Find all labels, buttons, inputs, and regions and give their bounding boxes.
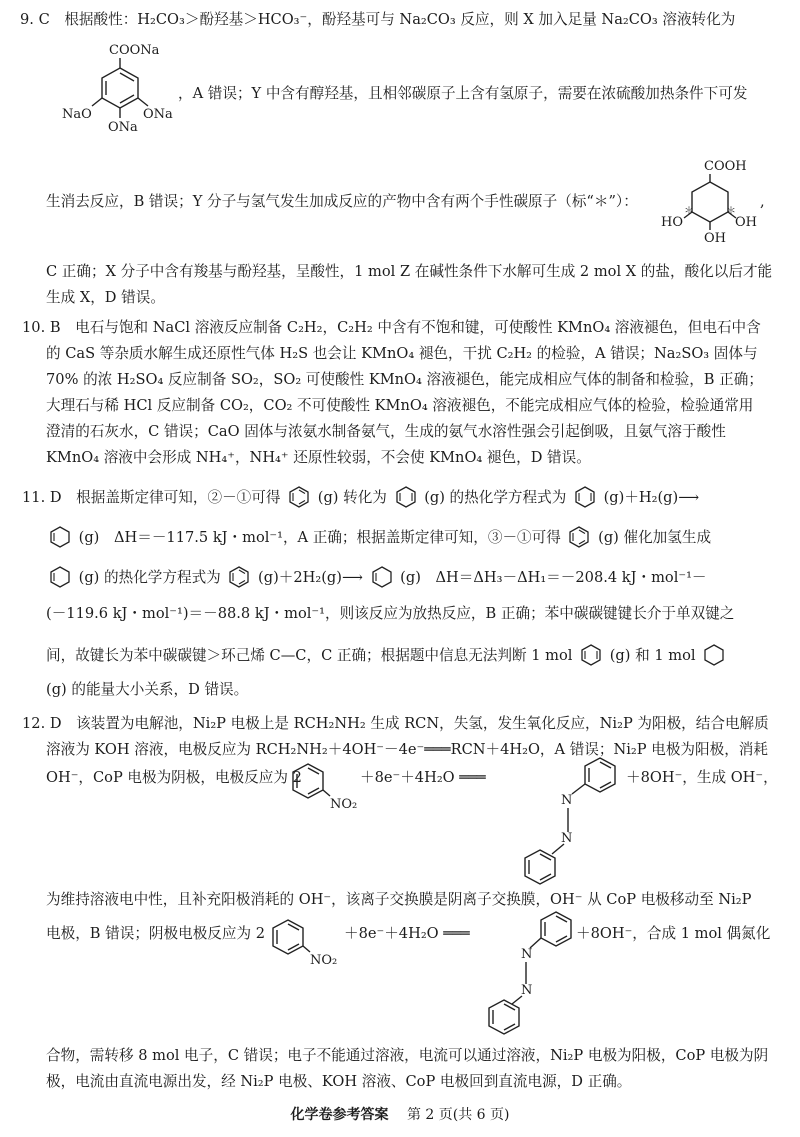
q12-line-6: 合物，需转移 8 mol 电子，C 错误；电子不能通过溶液，电流可以通过溶液，Ni₂P 电极为阳极，CoP 电极为阴 <box>46 1047 769 1064</box>
mol-b-top: COOH <box>704 159 747 174</box>
cyclohexadiene-icon <box>580 644 602 666</box>
mol-b-left: HO <box>661 215 683 230</box>
q11-l1a: 11. D 根据盖斯定律可知，②－①可得 <box>22 489 281 506</box>
cyclohexene-icon <box>49 566 71 588</box>
q10-line-2: 的 CaS 等杂质水解生成还原性气体 H₂S 也会让 KMnO₄ 褪色，干扰 C₂H₂ 的检验，A 错误；Na₂SO₃ 固体与 <box>46 345 758 362</box>
q9-line-3: 生消去反应，B 错误；Y 分子与氢气发生加成反应的产物中含有两个手性碳原子（标“＊”）： <box>46 193 638 210</box>
mol-b-bottom: OH <box>704 231 726 246</box>
q11-l5b: (g) 和 1 mol <box>609 647 696 664</box>
benzene-icon <box>288 486 310 508</box>
q10-line-4: 大理石与稀 HCl 反应制备 CO₂，CO₂ 不可使酸性 KMnO₄ 溶液褪色，不能完成相应气体的检验，检验通常用 <box>46 397 754 414</box>
q11-l1d: (g)＋H₂(g)⟶ <box>603 489 700 506</box>
q12-line-2: 溶液为 KOH 溶液，电极反应为 RCH₂NH₂＋4OH⁻－4e⁻═══RCN＋4H₂O，A 错误；Ni₂P 电极为阳极，消耗 <box>46 741 768 758</box>
q11-l5a: 间，故键长为苯中碳碳键＞环己烯 C—C，C 正确；根据题中信息无法判断 1 mol <box>46 647 573 664</box>
q10-line-5: 澄清的石灰水，C 错误；CaO 固体与浓氨水制备氨气，生成的氨气水溶性强会引起倒吸，且氨气溶于酸性 <box>46 423 726 440</box>
footer-title: 化学卷参考答案 <box>290 1107 389 1123</box>
q12-line-4: 为维持溶液电中性，且补充阳极消耗的 OH⁻，该离子交换膜是阴离子交换膜，OH⁻ 从 CoP 电极移动至 Ni₂P <box>46 891 752 908</box>
footer-page: 第 2 页(共 6 页) <box>406 1107 510 1123</box>
no2-label: NO₂ <box>310 953 338 968</box>
q11-l2a: (g) ΔH＝－117.5 kJ・mol⁻¹，A 正确；根据盖斯定律可知，③－①可得 <box>78 529 561 546</box>
nitrobenzene-structure <box>288 762 348 822</box>
q10-line-1: 10. B 电石与饱和 NaCl 溶液反应制备 C₂H₂，C₂H₂ 中含有不饱和键，可使酸性 KMnO₄ 溶液褪色，但电石中含 <box>22 319 761 336</box>
azo-n-bottom: N <box>521 983 533 998</box>
no2-label: NO₂ <box>330 797 358 812</box>
q12-l3c: ＋8OH⁻，生成 OH⁻， <box>626 769 778 786</box>
benzene-icon <box>568 526 590 548</box>
q11-line-4: (－119.6 kJ・mol⁻¹)＝－88.8 kJ・mol⁻¹，则该反应为放热反应，B 正确；苯中碳碳键键长介于单双键之 <box>46 605 735 622</box>
mol-a-bottom: ONa <box>108 120 138 135</box>
q11-line-1 <box>22 486 699 508</box>
cyclohexene-icon <box>49 526 71 548</box>
q9-line-4: C 正确；X 分子中含有羧基与酚羟基，呈酸性，1 mol Z 在碱性条件下水解可生成 2 mol X 的盐，酸化以后才能 <box>46 263 773 280</box>
q12-line-1: 12. D 该装置为电解池，Ni₂P 电极上是 RCH₂NH₂ 生成 RCN，失氢，发生氧化反应，Ni₂P 为阳极，结合电解质 <box>22 715 769 732</box>
q12-l3b: ＋8e⁻＋4H₂O ═══ <box>360 769 486 786</box>
q11-l2b: (g) 催化加氢生成 <box>598 529 712 546</box>
q12-l5b: ＋8e⁻＋4H₂O ═══ <box>344 925 470 942</box>
azobenzene-structure <box>510 752 630 872</box>
q9-line-2: ，A 错误；Y 中含有醇羟基，且相邻碳原子上含有氢原子，需要在浓硫酸加热条件下可发 <box>178 85 748 102</box>
q10-line-6: KMnO₄ 溶液中会形成 NH₄⁺，NH₄⁺ 还原性较弱，不会使 KMnO₄ 褪色，D 错误。 <box>46 449 591 466</box>
chiral-mark-right: ＊ <box>726 206 736 217</box>
q11-line-2 <box>46 526 711 548</box>
cyclohexadiene-icon <box>574 486 596 508</box>
q11-l3b: (g)＋2H₂(g)⟶ <box>258 569 363 586</box>
azo-n-top: N <box>521 947 533 962</box>
q12-l3a: OH⁻，CoP 电极为阴极，电极反应为 2 <box>46 769 302 786</box>
q10-line-3: 70% 的浓 H₂SO₄ 反应制备 SO₂，SO₂ 可使酸性 KMnO₄ 溶液褪色，能完成相应气体的制备和检验，B 正确； <box>46 371 763 388</box>
comma: , <box>760 193 765 210</box>
benzene-icon <box>228 566 250 588</box>
cyclohexene-icon <box>371 566 393 588</box>
q11-line-5 <box>46 644 728 666</box>
azo-n-bottom: N <box>561 831 573 846</box>
q11-line-3 <box>46 566 707 588</box>
q12-l5a: 电极，B 错误；阴极电极反应为 2 <box>46 925 266 942</box>
mol-a-left: NaO <box>62 107 92 122</box>
q12-line-7: 极，电流由直流电源出发，经 Ni₂P 电极、KOH 溶液、CoP 电极回到直流电源，D 正确。 <box>46 1073 632 1090</box>
q11-l1c: (g) 的热化学方程式为 <box>424 489 567 506</box>
azo-n-top: N <box>561 793 573 808</box>
q11-l1b: (g) 转化为 <box>317 489 387 506</box>
mol-b-right: OH <box>735 215 757 230</box>
q9-line-1: 9. C 根据酸性：H₂CO₃＞酚羟基＞HCO₃⁻，酚羟基可与 Na₂CO₃ 反应，则 X 加入足量 Na₂CO₃ 溶液转化为 <box>20 11 736 28</box>
q11-l3a: (g) 的热化学方程式为 <box>78 569 221 586</box>
q12-l5c: ＋8OH⁻，合成 1 mol 偶氮化 <box>576 925 771 942</box>
mol-a-top: COONa <box>109 43 160 58</box>
q11-line-6: (g) 的能量大小关系，D 错误。 <box>46 681 249 698</box>
chiral-mark-left: ＊ <box>684 206 694 217</box>
q11-l3c: (g) ΔH＝ΔH₃－ΔH₁＝－208.4 kJ・mol⁻¹－ <box>400 569 707 586</box>
nitrobenzene-structure <box>268 918 328 978</box>
page-footer <box>0 1105 800 1125</box>
cyclohexadiene-icon <box>395 486 417 508</box>
q9-line-5: 生成 X，D 错误。 <box>46 289 165 306</box>
mol-a-right: ONa <box>143 107 173 122</box>
cyclohexane-icon <box>703 644 725 666</box>
